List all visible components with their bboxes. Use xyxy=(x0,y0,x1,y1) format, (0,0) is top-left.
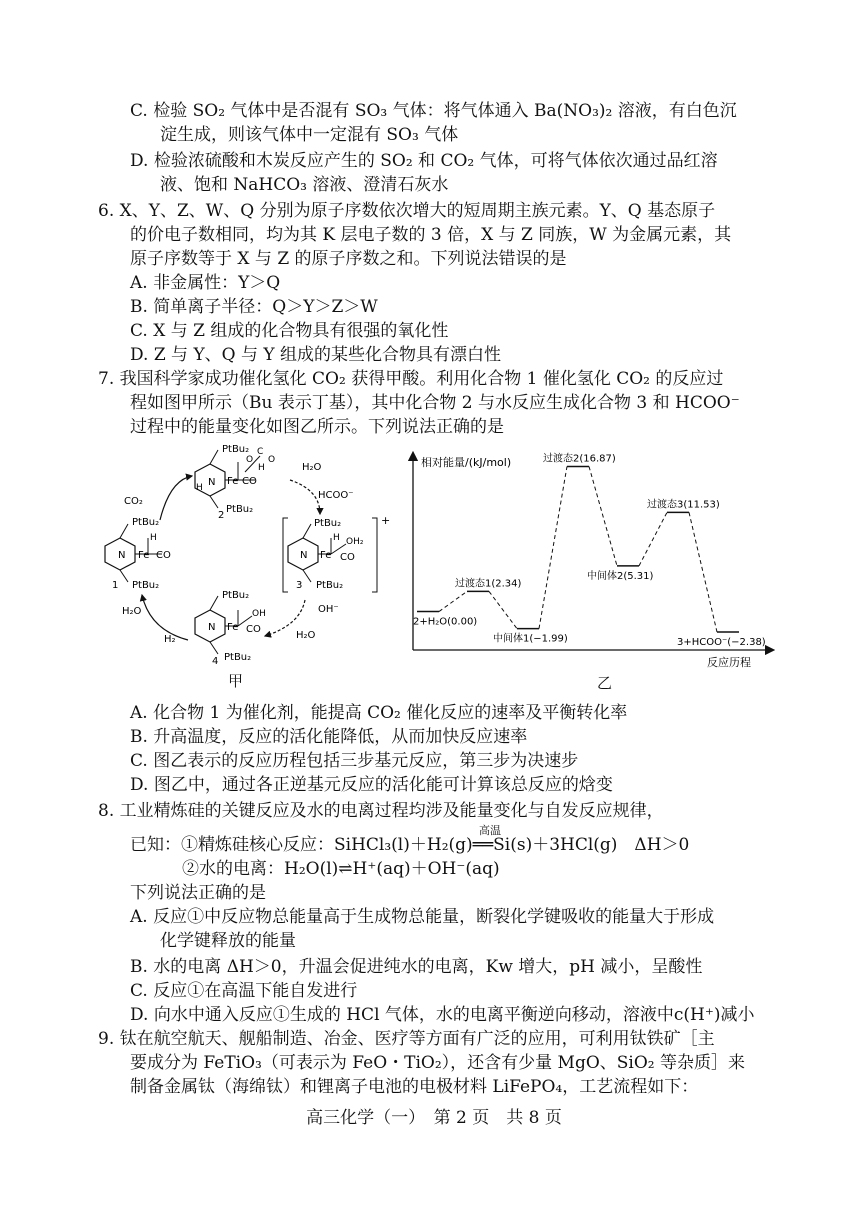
svg-text:PtBu₂: PtBu₂ xyxy=(314,518,342,529)
svg-text:H: H xyxy=(333,533,340,543)
energy-label-0: 2+H₂O(0.00) xyxy=(413,616,478,628)
energy-profile-svg xyxy=(405,440,780,695)
svg-text:H: H xyxy=(196,483,203,493)
option-8a-line1: A. 反应①中反应物总能量高于生成物总能量，断裂化学键吸收的能量大于形成 xyxy=(130,907,715,927)
energy-connector-3 xyxy=(589,466,617,565)
option-5d-line1: D. 检验浓硫酸和木炭反应产生的 SO₂ 和 CO₂ 气体，可将气体依次通过品红溶 xyxy=(130,151,718,171)
energy-label-3: 过渡态2(16.87) xyxy=(543,453,616,465)
energy-label-5: 过渡态3(11.53) xyxy=(647,499,720,511)
svg-text:O: O xyxy=(246,455,254,465)
svg-text:OH: OH xyxy=(252,609,266,619)
svg-text:CO: CO xyxy=(246,624,261,635)
svg-text:+: + xyxy=(381,514,391,527)
question-6-line3: 原子序数等于 X 与 Z 的原子序数之和。下列说法错误的是 xyxy=(130,249,567,269)
question-9-line3: 制备金属钛（海绵钛）和锂离子电池的电极材料 LiFePO₄，工艺流程如下： xyxy=(130,1077,699,1097)
figure-yi-caption: 乙 xyxy=(597,674,613,692)
option-7a: A. 化合物 1 为催化剂，能提高 CO₂ 催化反应的速率及平衡转化率 xyxy=(130,703,628,723)
question-9-line1: 9. 钛在航空航天、舰船制造、冶金、医疗等方面有广泛的应用，可利用钛铁矿［主 xyxy=(98,1029,715,1049)
question-8-given-1: 已知：①精炼硅核心反应：SiHCl₃(l)＋H₂(g)══Si(s)＋3HCl(g) ΔH＞0 xyxy=(130,835,690,855)
energy-label-1: 过渡态1(2.34) xyxy=(455,578,522,590)
energy-connector-2 xyxy=(539,466,567,628)
svg-text:C: C xyxy=(257,447,264,457)
figure-catalytic-cycle xyxy=(100,440,400,690)
svg-text:Fe: Fe xyxy=(138,550,150,561)
catalytic-cycle-svg xyxy=(100,440,400,690)
svg-text:N: N xyxy=(208,477,216,488)
svg-text:H: H xyxy=(258,463,265,473)
option-5c-line1: C. 检验 SO₂ 气体中是否混有 SO₃ 气体：将气体通入 Ba(NO₃)₂ 溶液，有白色沉 xyxy=(130,101,737,121)
svg-text:H₂O: H₂O xyxy=(296,630,316,641)
svg-text:CO: CO xyxy=(340,552,355,563)
energy-label-4: 中间体2(5.31) xyxy=(587,570,654,582)
svg-text:Fe: Fe xyxy=(227,622,239,633)
svg-text:PtBu₂: PtBu₂ xyxy=(132,580,160,591)
svg-text:H₂O: H₂O xyxy=(122,606,142,617)
question-8-given-2: ②水的电离：H₂O(l)⇌H⁺(aq)＋OH⁻(aq) xyxy=(182,859,500,879)
option-8c: C. 反应①在高温下能自发进行 xyxy=(130,981,358,1001)
question-7-line1: 7. 我国科学家成功催化氢化 CO₂ 获得甲酸。利用化合物 1 催化氢化 CO₂ 的反应过 xyxy=(98,369,724,389)
figure-energy-profile xyxy=(405,440,780,695)
question-8-line1: 8. 工业精炼硅的关键反应及水的电离过程均涉及能量变化与自发反应规律， xyxy=(98,801,664,821)
svg-text:1: 1 xyxy=(112,580,119,591)
question-9-line2: 要成分为 FeTiO₃（可表示为 FeO・TiO₂），还含有少量 MgO、SiO₂ 等杂质］来 xyxy=(130,1053,746,1073)
question-6-line1: 6. X、Y、Z、W、Q 分别为原子序数依次增大的短周期主族元素。Y、Q 基态原子 xyxy=(98,201,716,221)
svg-text:PtBu₂: PtBu₂ xyxy=(224,652,252,663)
svg-text:N: N xyxy=(300,550,308,561)
option-6c: C. X 与 Z 组成的化合物具有很强的氧化性 xyxy=(130,321,449,341)
y-axis-label: 相对能量/(kJ/mol) xyxy=(421,456,512,469)
svg-text:OH₂: OH₂ xyxy=(346,537,364,547)
svg-text:CO₂: CO₂ xyxy=(124,496,143,507)
question-7-line2: 程如图甲所示（Bu 表示丁基），其中化合物 2 与水反应生成化合物 3 和 HCOO⁻ xyxy=(130,393,740,413)
svg-text:CO: CO xyxy=(156,550,171,561)
option-7b: B. 升高温度，反应的活化能降低，从而加快反应速率 xyxy=(130,727,528,747)
energy-connector-4 xyxy=(639,512,667,565)
question-7-line3: 过程中的能量变化如图乙所示。下列说法正确的是 xyxy=(130,417,504,437)
option-7c: C. 图乙表示的反应历程包括三步基元反应，第三步为决速步 xyxy=(130,751,579,771)
svg-text:N: N xyxy=(118,550,126,561)
option-6b: B. 简单离子半径：Q＞Y＞Z＞W xyxy=(130,297,378,317)
svg-text:PtBu₂: PtBu₂ xyxy=(226,504,254,515)
svg-text:CO: CO xyxy=(242,476,257,487)
svg-text:4: 4 xyxy=(212,656,219,667)
question-8-line4: 下列说法正确的是 xyxy=(130,883,266,903)
energy-connector-5 xyxy=(689,512,717,632)
svg-text:O: O xyxy=(268,455,276,465)
svg-text:PtBu₂: PtBu₂ xyxy=(222,444,250,455)
option-8b: B. 水的电离 ΔH＞0，升温会促进纯水的电离，Kw 增大，pH 减小，呈酸性 xyxy=(130,957,703,977)
figure-jia-caption: 甲 xyxy=(228,672,244,690)
svg-text:2: 2 xyxy=(218,510,225,521)
page-footer: 高三化学（一） 第 2 页 共 8 页 xyxy=(306,1108,562,1128)
svg-text:Fe: Fe xyxy=(320,550,332,561)
option-5d-line2: 液、饱和 NaHCO₃ 溶液、澄清石灰水 xyxy=(160,175,449,195)
reaction-condition-label: 高温 xyxy=(479,824,501,837)
svg-text:PtBu₂: PtBu₂ xyxy=(316,580,344,591)
energy-label-6: 3+HCOO⁻(−2.38) xyxy=(677,637,766,648)
energy-connector-1 xyxy=(489,591,517,628)
svg-text:OH⁻: OH⁻ xyxy=(318,604,339,615)
svg-text:H: H xyxy=(150,533,157,543)
option-5c-line2: 淀生成，则该气体中一定混有 SO₃ 气体 xyxy=(160,125,459,145)
energy-label-2: 中间体1(−1.99) xyxy=(493,633,568,645)
svg-text:Fe: Fe xyxy=(227,476,239,487)
option-6d: D. Z 与 Y、Q 与 Y 组成的某些化合物具有漂白性 xyxy=(130,345,502,365)
question-6-line2: 的价电子数相同，均为其 K 层电子数的 3 倍，X 与 Z 同族，W 为金属元素，其 xyxy=(130,225,732,245)
svg-text:H₂: H₂ xyxy=(164,634,176,645)
option-7d: D. 图乙中，通过各正逆基元反应的活化能可计算该总反应的焓变 xyxy=(130,775,613,795)
svg-text:N: N xyxy=(208,622,216,633)
svg-text:H₂O: H₂O xyxy=(302,462,322,473)
svg-text:PtBu₂: PtBu₂ xyxy=(222,590,250,601)
svg-text:PtBu₂: PtBu₂ xyxy=(132,517,160,528)
x-axis-label: 反应历程 xyxy=(707,656,751,669)
option-8a-line2: 化学键释放的能量 xyxy=(160,931,296,951)
option-6a: A. 非金属性：Y＞Q xyxy=(130,273,281,293)
option-8d: D. 向水中通入反应①生成的 HCl 气体，水的电离平衡逆向移动，溶液中c(H⁺)减小 xyxy=(130,1005,755,1025)
svg-text:HCOO⁻: HCOO⁻ xyxy=(318,490,354,501)
svg-text:3: 3 xyxy=(296,580,303,591)
energy-connector-0 xyxy=(439,591,467,611)
